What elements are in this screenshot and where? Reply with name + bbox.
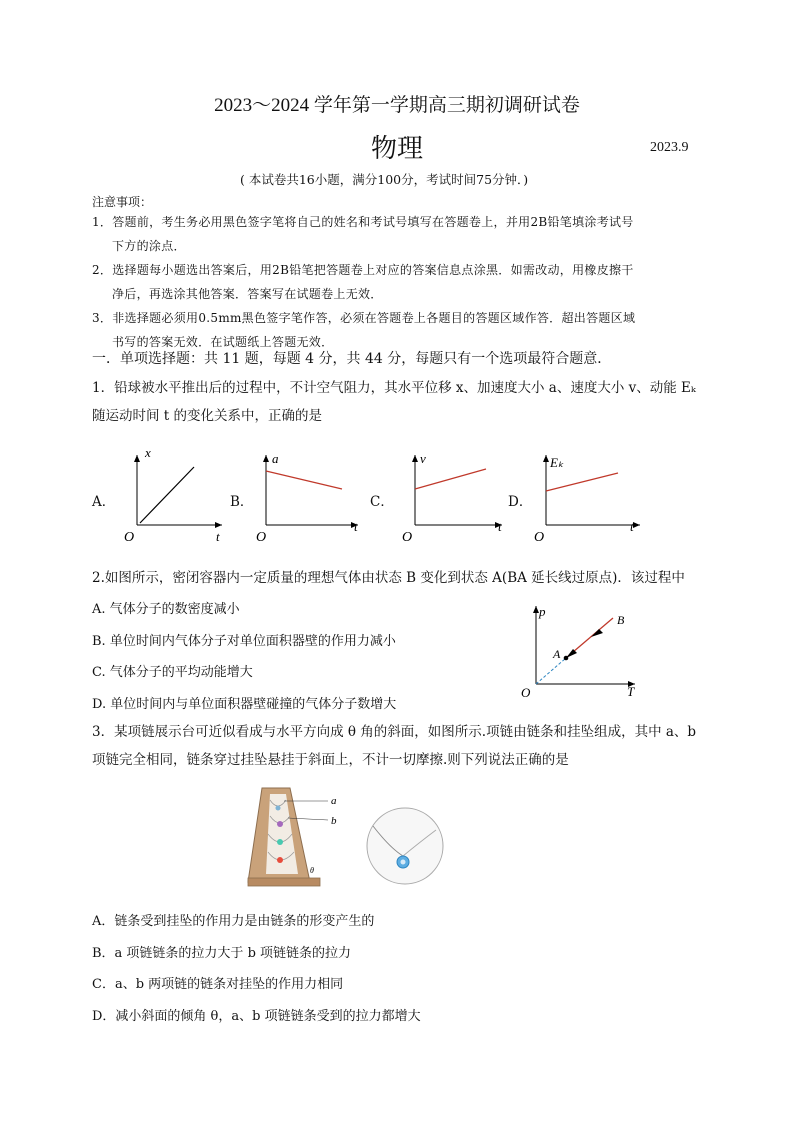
axis-label: a bbox=[272, 451, 279, 466]
extension-line bbox=[536, 658, 566, 684]
option-label: C． bbox=[370, 494, 394, 510]
axis-label: v bbox=[420, 451, 426, 466]
axis-label: Eₖ bbox=[550, 455, 564, 470]
pt-diagram bbox=[515, 600, 645, 700]
question-line: 1．铅球被水平推出后的过程中，不计空气阻力，其水平位移 x、加速度大小 a、速度大小 v、动能 Eₖ bbox=[92, 380, 696, 396]
section-heading: 一．单项选择题：共 11 题，每题 4 分，共 44 分，每题只有一个选项最符合题意． bbox=[92, 351, 612, 367]
option-label: A． bbox=[92, 494, 116, 510]
option-a: A. 气体分子的数密度减小 bbox=[92, 602, 240, 617]
option-d: D. 单位时间内与单位面积器壁碰撞的气体分子数增大 bbox=[92, 696, 397, 712]
pendant-icon bbox=[277, 839, 283, 845]
axis-label: t bbox=[498, 519, 502, 534]
origin-label: O bbox=[534, 530, 545, 545]
figure-label: θ bbox=[310, 866, 314, 875]
graph-d bbox=[528, 445, 653, 545]
graph-b bbox=[250, 445, 370, 545]
figure-label: b bbox=[331, 815, 337, 827]
notice-heading: 注意事项： bbox=[92, 195, 153, 209]
graph-line bbox=[546, 473, 618, 491]
notice-line: 3．非选择题必须用0.5mm黑色签字笔作答，必须在答题卷上各题目的答题区域作答．超出答题区域 bbox=[92, 311, 636, 325]
question-3-stem bbox=[92, 718, 732, 774]
option-d: D．减小斜面的倾角 θ，a、b 项链链条受到的拉力都增大 bbox=[92, 1008, 421, 1024]
option-b: B．a 项链链条的拉力大于 b 项链链条的拉力 bbox=[92, 945, 352, 961]
exam-date: 2023.9 bbox=[650, 140, 689, 155]
question-line: 随运动时间 t 的变化关系中，正确的是 bbox=[92, 408, 323, 424]
notice-line: 下方的涂点． bbox=[112, 239, 186, 253]
notice-line: 1．答题前，考生务必用黑色签字笔将自己的姓名和考试号填写在答题卷上，并用2B铅笔填涂考试号 bbox=[92, 215, 634, 229]
figure-label: a bbox=[331, 795, 337, 807]
option-c: C．a、b 两项链的链条对挂坠的作用力相同 bbox=[92, 977, 344, 992]
notice-line: 书写的答案无效．在试题纸上答题无效． bbox=[112, 335, 334, 349]
notice-line: 净后，再选涂其他答案．答案写在试题卷上无效． bbox=[112, 287, 383, 301]
pendant-icon bbox=[277, 857, 283, 863]
graph-line bbox=[415, 469, 486, 489]
axis-label: t bbox=[630, 519, 634, 534]
question-line: 3．某项链展示台可近似看成与水平方向成 θ 角的斜面，如图所示.项链由链条和挂坠组成，其中 a、b bbox=[92, 724, 697, 740]
pendant-icon bbox=[277, 821, 283, 827]
origin-label: O bbox=[402, 530, 413, 545]
question-3-options bbox=[92, 906, 421, 1032]
option-label: D． bbox=[508, 494, 533, 510]
option-label: B． bbox=[230, 494, 254, 510]
subject-title: 物理 bbox=[370, 134, 423, 164]
pendant-icon bbox=[276, 806, 281, 811]
origin-label: O bbox=[256, 530, 267, 545]
graph-line bbox=[266, 471, 342, 489]
origin-label: O bbox=[124, 530, 135, 545]
axis-label: x bbox=[145, 445, 151, 460]
origin-label: O bbox=[521, 685, 531, 700]
question-1-stem bbox=[92, 374, 712, 430]
axis-label: t bbox=[354, 519, 358, 534]
graph-c bbox=[390, 445, 515, 545]
option-b: B. 单位时间内气体分子对单位面积器壁的作用力减小 bbox=[92, 633, 396, 649]
question-2-options bbox=[92, 594, 396, 720]
graph-a bbox=[112, 445, 232, 545]
exam-note: ( 本试卷共16小题，满分100分，考试时间75分钟．) bbox=[240, 172, 529, 187]
question-line: 项链完全相同，链条穿过挂坠悬挂于斜面上，不计一切摩擦.则下列说法正确的是 bbox=[92, 752, 569, 768]
arrow-icon bbox=[591, 629, 603, 637]
point-label: B bbox=[617, 613, 625, 627]
question-2-stem: 2.如图所示，密闭容器内一定质量的理想气体由状态 B 变化到状态 A(BA 延长线过原点)．该过程中 bbox=[92, 570, 685, 586]
axis-label: T bbox=[627, 684, 635, 699]
notice-line: 2．选择题每小题选出答案后，用2B铅笔把答题卷上对应的答案信息点涂黑．如需改动，用橡皮擦干 bbox=[92, 263, 634, 277]
exam-title: 2023～2024 学年第一学期高三期初调研试卷 bbox=[214, 95, 580, 116]
necklace-stand-figure bbox=[240, 782, 455, 894]
point-label: A bbox=[553, 647, 561, 661]
option-c: C. 气体分子的平均动能增大 bbox=[92, 665, 253, 680]
axis-label: p bbox=[539, 604, 546, 619]
option-a: A．链条受到挂坠的作用力是由链条的形变产生的 bbox=[92, 914, 375, 929]
notice-item bbox=[92, 210, 712, 354]
axis-label: t bbox=[216, 529, 220, 544]
zoom-circle bbox=[367, 808, 443, 884]
graph-line bbox=[140, 467, 194, 523]
